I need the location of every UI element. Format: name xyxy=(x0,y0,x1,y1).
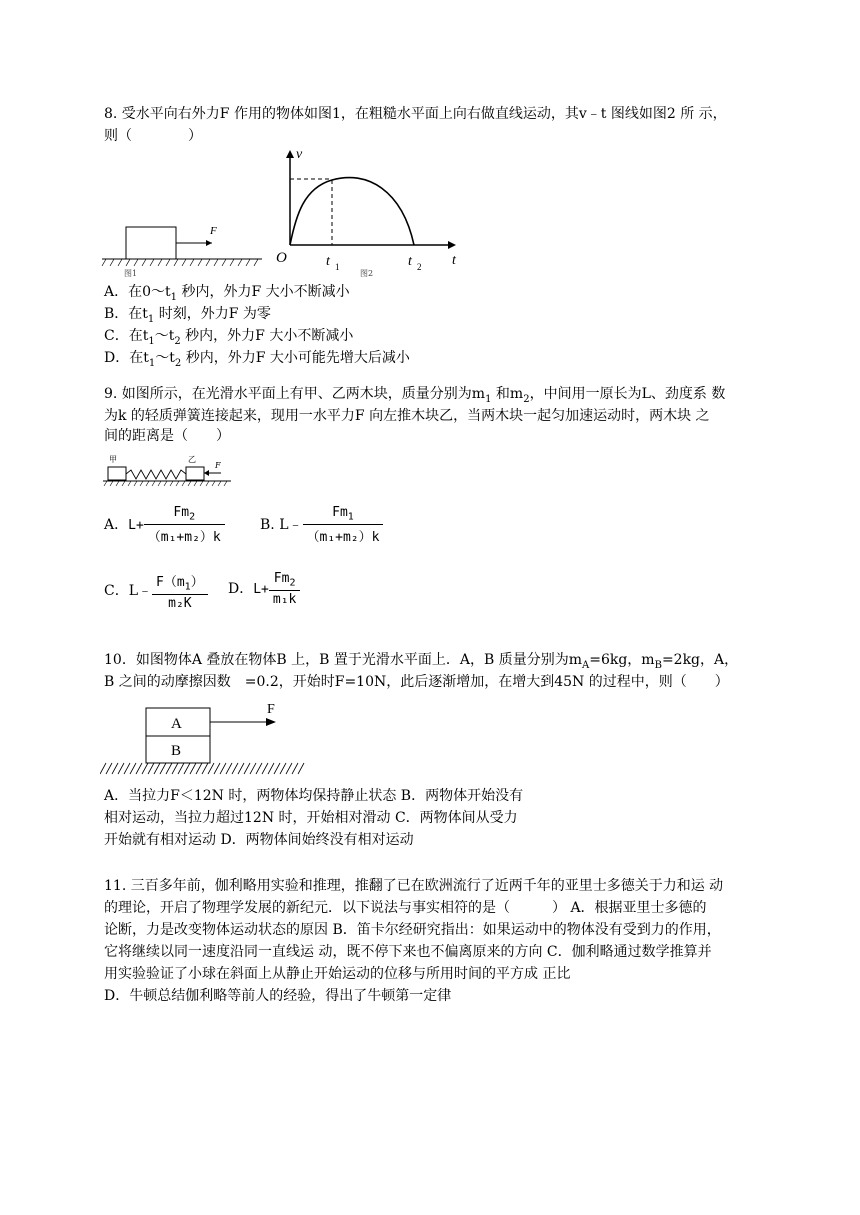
q9-option-d: D．L+ $\frac{Fm_2}{\text{m₁k}}$ xyxy=(228,571,300,607)
q8-fig2-t1-subscript: 1 xyxy=(335,262,340,272)
q8-figure-2-vt-graph xyxy=(272,140,472,280)
q9-option-c: C．L﹣ $\frac{F(m_1)}{\text{m₂K}}$ xyxy=(104,571,208,611)
q10-stem-line2: B 之间的动摩擦因数 =0.2，开始时F=10N，此后逐渐增加，在增大到45N 的过程中，则（ ） xyxy=(104,674,729,690)
q9-fig-label-yi: 乙 xyxy=(188,455,196,464)
q9-spring-figure xyxy=(103,450,233,490)
q10-stem-line1: 10．如图物体A 叠放在物体B 上，B 置于光滑水平面上．A，B 质量分别为$m_A=6kg$，$m_B=2kg$，A， xyxy=(104,652,739,671)
q8-option-c: C．在$t_1\sim t_2$ 秒内，外力F 大小不断减小 xyxy=(104,328,354,347)
q8-fig2-t2-label: t xyxy=(408,254,412,269)
q8-fig2-t-axis-label: t xyxy=(452,253,456,268)
q10-options-line1: A．当拉力F＜12N 时，两物体均保持静止状态 B．两物体开始没有 xyxy=(104,788,524,804)
q8-stem-line1: 8. 受水平向右外力F 作用的物体如图1，在粗糙水平面上向右做直线运动，其v﹣t 图线如图2 所 示， xyxy=(104,106,727,122)
q8-figure-1 xyxy=(100,210,265,280)
q9-fig-force-label: F xyxy=(215,461,221,470)
q10-blocks-figure xyxy=(100,700,310,780)
q10-fig-force-label: F xyxy=(267,702,275,717)
q9-stem-line1: 9. 如图所示，在光滑水平面上有甲、乙两木块，质量分别为$m_1$ 和$m_2$，中间用一原长为L、劲度系 数 xyxy=(104,386,726,405)
q9-fig-label-jia: 甲 xyxy=(109,455,117,464)
q8-fig2-t2-subscript: 2 xyxy=(417,262,422,272)
q10-options-line3: 开始就有相对运动 D．两物体间始终没有相对运动 xyxy=(104,832,414,848)
q8-stem-line2: 则（ ） xyxy=(104,128,202,144)
q11-line2: 的理论，开启了物理学发展的新纪元．以下说法与事实相符的是（ ） A．根据亚里士多德的 xyxy=(104,900,707,916)
q10-options-line2: 相对运动，当拉力超过12N 时，开始相对滑动 C．两物体间从受力 xyxy=(104,810,518,826)
q10-fig-block-a-label: A xyxy=(171,716,182,732)
q11-line4: 它将继续以同一速度沿同一直线运 动，既不停下来也不偏离原来的方向 C．伽利略通过数学推算并 xyxy=(104,944,712,960)
q9-stem-line3: 间的距离是（ ） xyxy=(104,428,230,444)
q8-fig2-origin-label: O xyxy=(276,250,287,266)
q8-fig2-t1-label: t xyxy=(326,254,330,269)
q10-fig-block-b-label: B xyxy=(171,743,182,759)
q8-option-a: A．在$0\sim t_1$ 秒内，外力F 大小不断减小 xyxy=(104,284,350,303)
q8-fig2-v-axis-label: v xyxy=(296,147,303,162)
q8-option-d: D．在$t_1\sim t_2$ 秒内，外力F 大小可能先增大后减小 xyxy=(104,350,410,369)
q8-fig2-caption: 图2 xyxy=(360,269,374,278)
q11-line5: 用实验验证了小球在斜面上从静止开始运动的位移与所用时间的平方成 正比 xyxy=(104,966,571,982)
q8-option-b: B．在$t_1$ 时刻，外力F 为零 xyxy=(104,306,271,325)
q8-fig1-caption: 图1 xyxy=(124,269,138,278)
q11-line3: 论断，力是改变物体运动状态的原因 B．笛卡尔经研究指出：如果运动中的物体没有受到力的作用， xyxy=(104,922,721,938)
q9-option-b: B. L﹣ $\frac{Fm_1}{\text{（m₁+m₂）k}}$ xyxy=(260,505,383,545)
q9-option-a: A．L+ $\frac{Fm_2}{\text{（m₁+m₂）k}}$ xyxy=(104,505,225,545)
q9-stem-line2: 为k 的轻质弹簧连接起来，现用一水平力F 向左推木块乙，当两木块一起匀加速运动时，两木块 之 xyxy=(104,408,710,424)
q11-line6: D．牛顿总结伽利略等前人的经验，得出了牛顿第一定律 xyxy=(104,988,452,1004)
q8-fig1-force-label: F xyxy=(210,225,217,237)
q11-line1: 11. 三百多年前，伽利略用实验和推理，推翻了已在欧洲流行了近两千年的亚里士多德关于力和运 动 xyxy=(104,878,724,894)
